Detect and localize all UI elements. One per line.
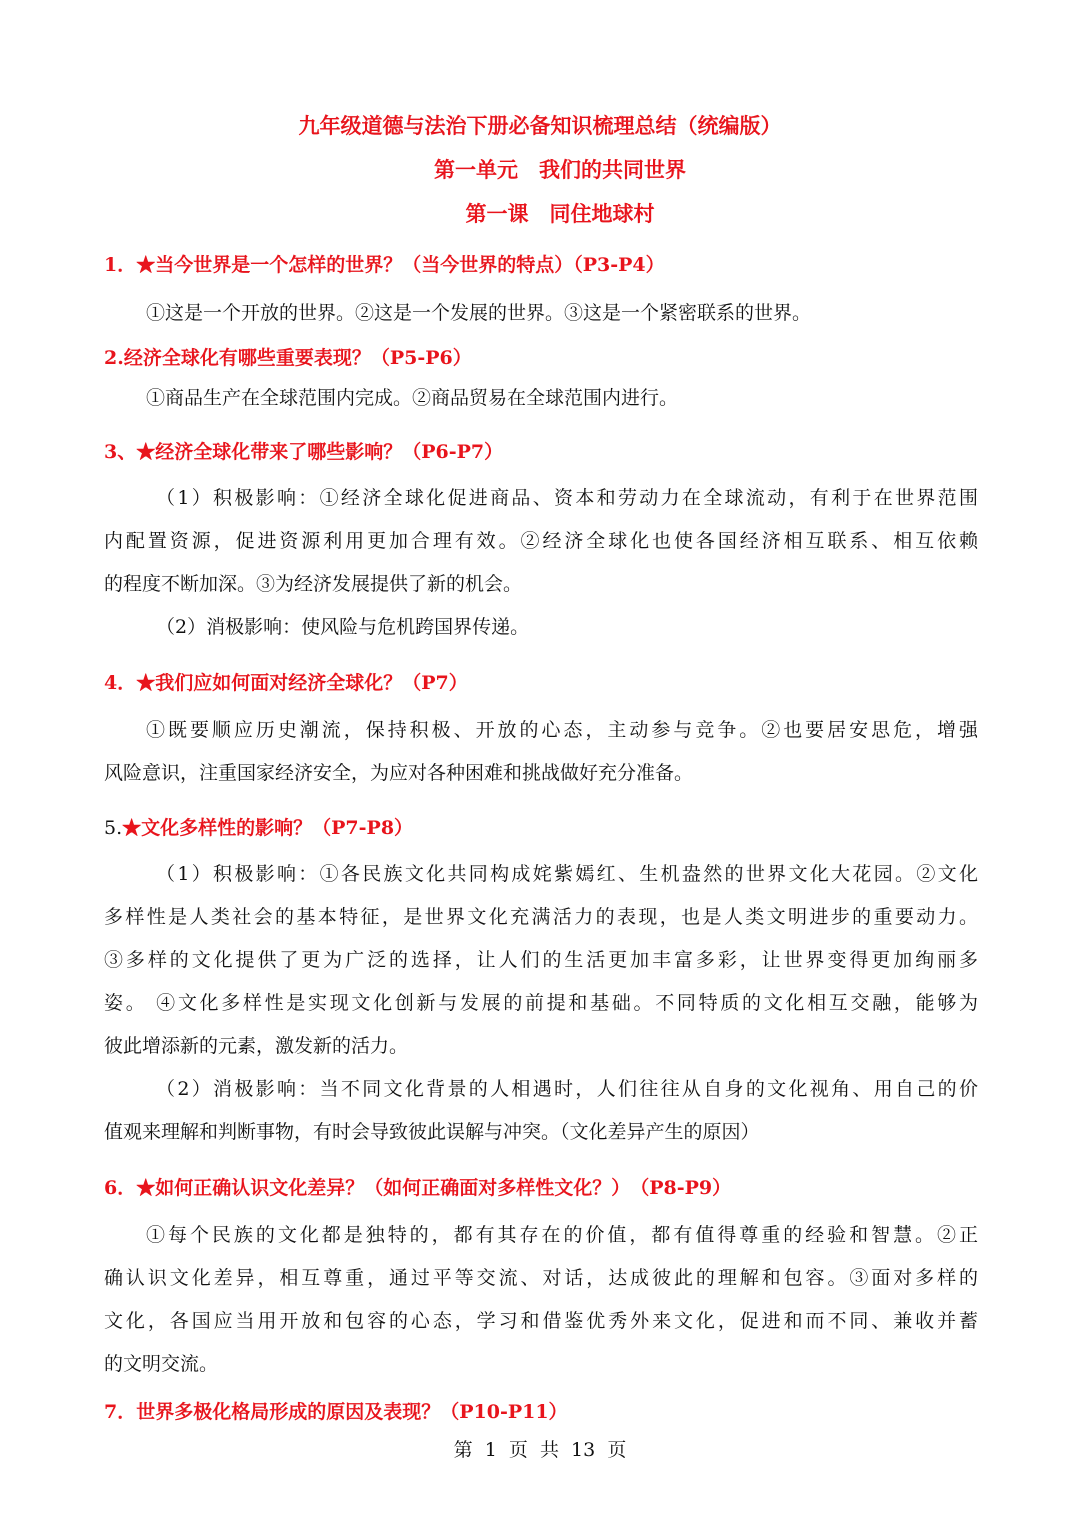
answer-line: 确认识文化差异，相互尊重，通过平等交流、对话，达成彼此的理解和包容。③面对多样的 — [104, 1267, 978, 1289]
question-text: 6．★如何正确认识文化差异？（如何正确面对多样性文化？） （P8-P9） — [104, 1177, 732, 1199]
unit-heading: 第一单元 我们的共同世界 — [434, 157, 686, 182]
question-4 — [104, 668, 980, 695]
question-text: 3、★经济全球化带来了哪些影响？（P6-P7） — [104, 441, 504, 463]
question-text: 4．★我们应如何面对经济全球化？（P7） — [104, 672, 468, 694]
question-number: 5. — [104, 817, 123, 839]
question-5 — [104, 813, 980, 840]
answer-line: 姿。 ④文化多样性是实现文化创新与发展的前提和基础。不同特质的文化相互交融，能够为 — [104, 992, 978, 1014]
answer-2 — [104, 377, 978, 420]
answer-line: （2）消极影响：使风险与危机跨国界传递。 — [156, 616, 530, 638]
answer-line: （1）积极影响：①经济全球化促进商品、资本和劳动力在全球流动，有利于在世界范围 — [156, 487, 978, 509]
answer-line: 彼此增添新的元素，激发新的活力。 — [104, 1035, 409, 1057]
answer-line: （2）消极影响：当不同文化背景的人相遇时，人们往往从自身的文化视角、用自己的价 — [156, 1078, 978, 1100]
question-3 — [104, 437, 980, 464]
answer-line: 内配置资源，促进资源利用更加合理有效。②经济全球化也使各国经济相互联系、相互依赖 — [104, 530, 978, 552]
answer-line: （1）积极影响：①各民族文化共同构成姹紫嫣红、生机盎然的世界文化大花园。②文化 — [156, 863, 978, 885]
answer-line: ①既要顺应历史潮流，保持积极、开放的心态，主动参与竞争。②也要居安思危，增强 — [146, 719, 978, 741]
answer-4 — [104, 709, 978, 795]
question-number: 1． — [104, 254, 137, 276]
question-text: ★文化多样性的影响？（P7-P8） — [122, 817, 414, 839]
answer-line: 多样性是人类社会的基本特征，是世界文化充满活力的表现，也是人类文明进步的重要动力。 — [104, 906, 978, 928]
question-1 — [104, 250, 980, 277]
document-title: 九年级道德与法治下册必备知识梳理总结（统编版） — [298, 113, 782, 138]
question-6 — [104, 1173, 980, 1200]
answer-line: ①每个民族的文化都是独特的，都有其存在的价值，都有值得尊重的经验和智慧。②正 — [146, 1224, 978, 1246]
answer-1 — [104, 292, 978, 335]
answer-line: 的文明交流。 — [104, 1353, 219, 1375]
answer-5 — [104, 853, 978, 1154]
answer-line: 的程度不断加深。③为经济发展提供了新的机会。 — [104, 573, 523, 595]
question-text: ★当今世界是一个怎样的世界？（当今世界的特点）（P3-P4） — [136, 254, 665, 276]
question-7 — [104, 1397, 980, 1424]
lesson-heading: 第一课 同住地球村 — [465, 201, 655, 226]
question-2 — [104, 343, 980, 370]
answer-line: ③多样的文化提供了更为广泛的选择，让人们的生活更加丰富多彩，让世界变得更加绚丽多 — [104, 949, 978, 971]
answer-line: 文化，各国应当用开放和包容的心态，学习和借鉴优秀外来文化，促进和而不同、兼收并蓄 — [104, 1310, 978, 1332]
answer-line: 值观来理解和判断事物，有时会导致彼此误解与冲突。（文化差异产生的原因） — [104, 1121, 760, 1143]
page-footer: 第 1 页 共 13 页 — [453, 1439, 627, 1461]
question-text: 2.经济全球化有哪些重要表现？（P5-P6） — [104, 347, 472, 369]
answer-3 — [104, 477, 978, 649]
answer-line: ①这是一个开放的世界。②这是一个发展的世界。③这是一个紧密联系的世界。 — [146, 302, 812, 324]
answer-6 — [104, 1214, 978, 1386]
answer-line: 风险意识，注重国家经济安全，为应对各种困难和挑战做好充分准备。 — [104, 762, 694, 784]
question-text: 7．世界多极化格局形成的原因及表现？（P10-P11） — [104, 1401, 568, 1423]
answer-line: ①商品生产在全球范围内完成。②商品贸易在全球范围内进行。 — [146, 387, 679, 409]
